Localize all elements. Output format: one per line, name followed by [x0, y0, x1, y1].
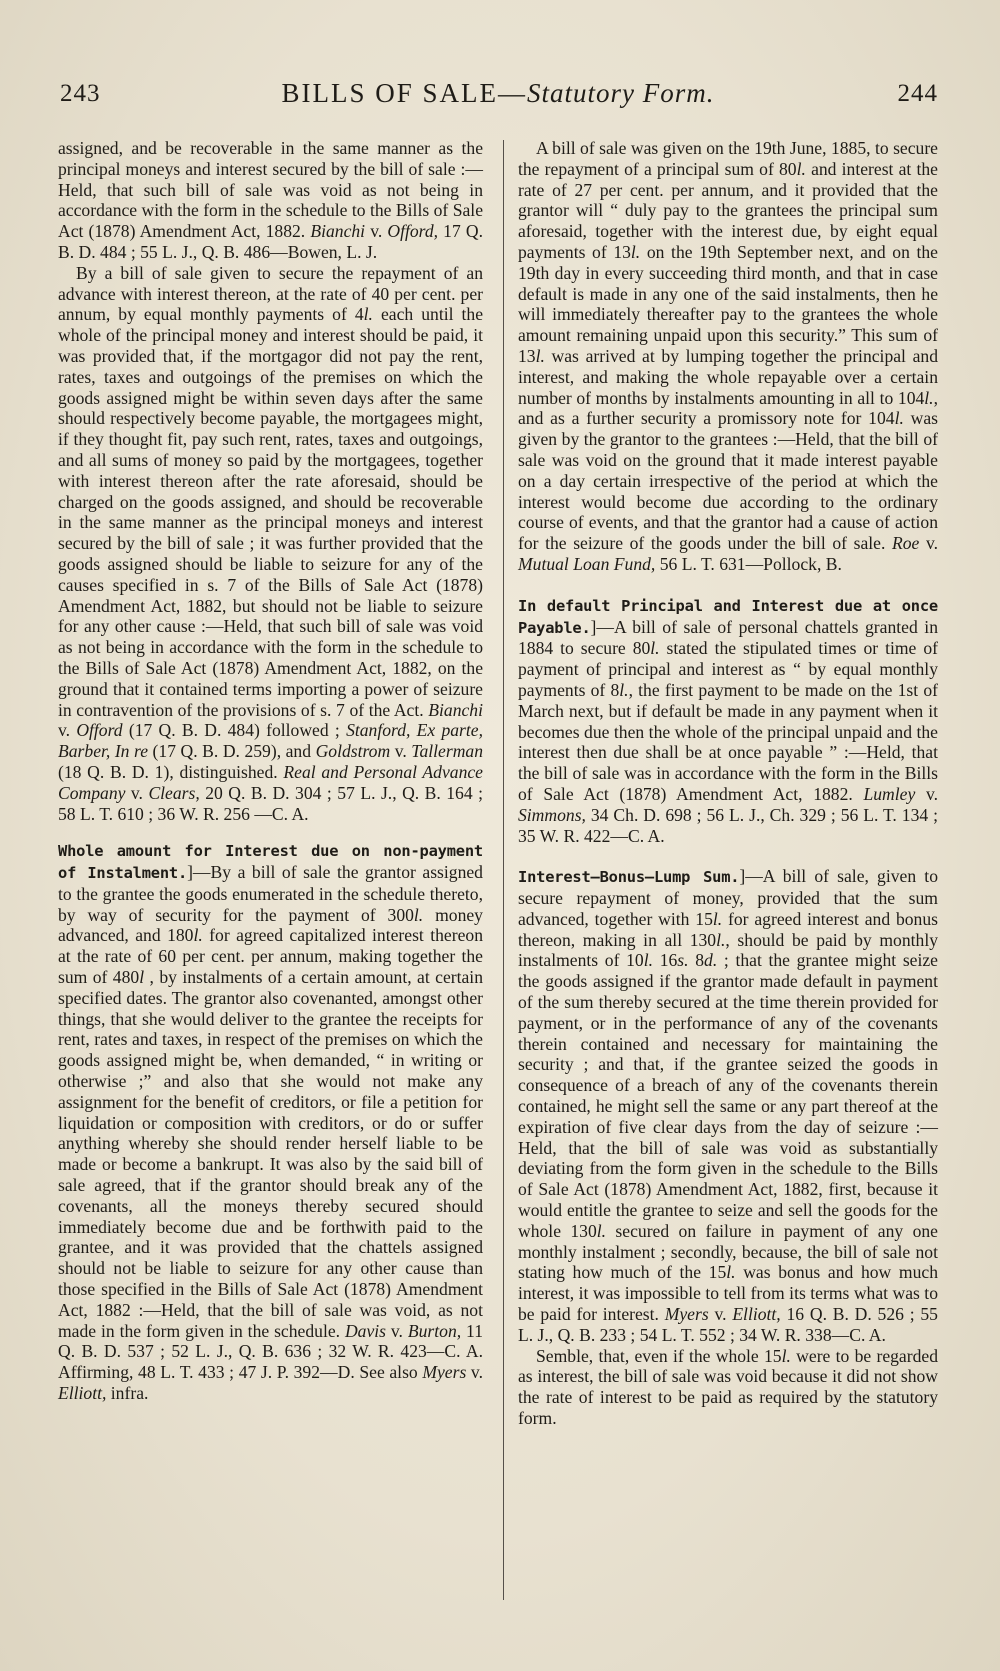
currency-mark: l.	[924, 387, 934, 408]
citation: 16 Q. B. D. 526 ; 55 L. J., Q. B. 233 ; 54 L. T. 552 ; 34 W. R. 338—C. A.	[518, 1304, 938, 1345]
case-name: Bianchi	[428, 699, 483, 720]
text-columns	[58, 138, 938, 1429]
citation: 17 Q. B. D. 484 ; 55 L. J., Q. B. 486—Bowen, L. J.	[58, 221, 483, 262]
paragraph-text: , by instalments of a certain amount, at certain specified dates. The grantor also covenanted, amongst other things, that she would deliver to the grantee the receipts for rent, rates and taxes, in respect of the premises on which the goods assigned might be, when demanded, “ in writing or otherwise ;” and also that she would not make any assignment for the benefit of creditors, or file a petition for liquidation or composition with creditors, or do or suffer anything whereby she should render herself liable to be made or become a bankrupt. It was also by the said bill of sale agreed, that if the grantor should break any of the covenants, all the moneys thereby secured should immediately become due and be forthwith paid to the grantee, and it was provided that the chattels assigned should not be liable to seizure for any other cause than those specified in the Bills of Sale Act (1878) Amendment Act, 1882 :—Held, that the bill of sale was void, as not made in the form given in the schedule.	[58, 967, 483, 1341]
versus: v.	[708, 1304, 733, 1325]
currency-mark: l.	[781, 1345, 791, 1366]
currency-mark: l.	[630, 241, 641, 262]
paragraph-text: By a bill of sale given to secure the repayment of an advance with interest thereon, at the rate of 40 per cent. per annum, by equal monthly payments of 4	[58, 262, 483, 325]
paragraph-text: ]—By a bill of sale the grantor assigned to the grantee the goods enumerated in the schedule thereto, by way of security for the payment of 300	[58, 862, 483, 925]
running-head	[58, 80, 938, 124]
case-name: Offord	[76, 720, 123, 741]
right-column	[518, 138, 938, 1429]
case-name: Elliott,	[58, 1383, 107, 1404]
currency-mark: l.	[726, 1262, 736, 1283]
currency-mark: d.	[704, 950, 718, 971]
currency-mark: l.	[413, 904, 424, 925]
paragraph-text: assigned, and be recoverable in the same manner as the principal moneys and interest secured by the bill of sale :—Held, that such bill of sale was void as not being in accordance with the form in the schedule to the Bills of Sale Act (1878) Amendment Act, 1882.	[58, 138, 483, 242]
case-name: Tallerman	[411, 741, 483, 762]
paragraph-text: each until the whole of the principal money and interest should be paid, it was provided that, if the mortgagor did not pay the rent, rates, taxes and outgoings of the premises on which the goods assigned might be within seven days after the same should respectively become payable, the mortgagees might, if they thought fit, pay such rent, rates, taxes and outgoings, and all sums of money so paid by the mortgagees, together with interest thereon after the rate aforesaid, should be charged on the goods assigned, and should be recoverable in the same manner as the principal moneys and interest secured by the bill of sale ; it was further provided that the goods assigned should be liable to seizure for any of the causes specified in s. 7 of the Bills of Sale Act (1878) Amendment Act, 1882, but should not be liable to seizure for any other cause :—Held, that such bill of sale was void as not being in accordance with the form in the schedule to the Bills of Sale Act (1878) Amendment Act, 1882, on the ground that it contained terms importing a power of seizure in contravention of the provisions of s. 7 of the Act.	[58, 304, 483, 720]
citation: 11 Q. B. D. 537 ; 52 L. J., Q. B. 636 ; 32 W. R. 423—C. A. Affirming, 48 L. T. 433 ; 47 J. P. 392—D. See also	[58, 1320, 484, 1383]
case-name: Offord,	[387, 221, 439, 242]
citation: 34 Ch. D. 698 ; 56 L. J., Ch. 329 ; 56 L. T. 134 ; 35 W. R. 422—C. A.	[518, 804, 938, 846]
paragraph-text: ]—A bill of sale, given to secure repayment of money, provided that the sum advanced, together with 15	[518, 866, 938, 929]
currency-mark: l.	[716, 929, 726, 950]
citation: 56 L. T. 631—Pollock, B.	[655, 553, 842, 574]
currency-mark: l.	[596, 1220, 607, 1241]
paragraph-roe-mutual-loan	[518, 138, 938, 575]
paragraph-text: , and as a further security a promissory note for 104	[518, 387, 938, 429]
versus: v.	[125, 782, 149, 803]
case-name: Davis	[344, 1320, 386, 1341]
versus: v.	[390, 741, 412, 762]
currency-mark: l.	[643, 950, 654, 971]
paragraph-real-personal-advance	[58, 263, 483, 825]
citation: 20 Q. B. D. 304 ; 57 L. J., Q. B. 164 ; 58 L. T. 610 ; 36 W. R. 256 —C. A.	[58, 782, 483, 824]
section-heading: Interest—Bonus—Lump Sum.	[518, 868, 740, 887]
citation: (17 Q. B. D. 484) followed ;	[122, 720, 347, 741]
paragraph-text: was bonus and how much interest, it was impossible to tell from its terms what was to be paid for interest.	[518, 1262, 938, 1325]
case-name: Burton,	[407, 1320, 462, 1341]
citation: (17 Q. B. D. 259), and	[148, 741, 316, 762]
paragraph-text: A bill of sale was given on the 19th June, 1885, to secure the repayment of a principal sum of 80	[518, 138, 938, 179]
citation: (18 Q. B. D. 1), distinguished.	[58, 761, 284, 782]
running-title	[58, 78, 938, 109]
currency-mark: l.	[193, 925, 203, 946]
currency-mark: l.	[796, 158, 806, 179]
currency-mark: l.	[535, 345, 545, 366]
paragraph-text: were to be regarded as interest, the bill of sale was void because it did not show the rate of interest to be paid as required by the statutory form.	[518, 1345, 938, 1429]
paragraph-text: for agreed capitalized interest thereon at the rate of 60 per cent. per annum, making together the sum of 480	[58, 925, 483, 988]
column-rule	[503, 140, 504, 1600]
paragraph-text: and interest at the rate of 27 per cent. per annum, and it provided that the grantor will “ duly pay to the grantees the principal sum aforesaid, together with the interest due, by eight equal payments of 13	[518, 158, 938, 262]
paragraph-text: stated the stipulated times or time of payment of principal and interest as “ by equal monthly payments of 8	[518, 638, 938, 700]
currency-mark: l.	[363, 304, 373, 325]
case-name: Mutual Loan Fund,	[518, 553, 656, 574]
case-name: Stanford, Ex parte, Barber, In re	[58, 720, 484, 762]
case-name: Elliott,	[732, 1304, 781, 1325]
case-name: Real and Personal Advance Company	[58, 761, 483, 803]
paragraph-text: , the first payment to be made on the 1st of March next, but if default be made in any payment when it becomes due then the whole of the principal unpaid and the interest then due shall be at once payable ” :—Held, that the bill of sale was in accordance with the form in the Bills of Sale Act (1878) Amendment Act, 1882.	[518, 679, 938, 804]
paragraph-text: was arrived at by lumping together the principal and interest, and making the whole repayable over a certain number of months by instalments amounting in all to 104	[518, 345, 938, 408]
running-title-italic: Statutory Form.	[527, 78, 715, 108]
versus: v.	[365, 221, 388, 242]
currency-mark: l	[139, 967, 145, 988]
left-column	[58, 138, 483, 1429]
currency-mark: s.	[677, 950, 689, 971]
paragraph-text: secured on failure in payment of any one monthly instalment ; secondly, because, the bill of sale not stating how much of the 15	[518, 1220, 938, 1283]
paragraph-text: Semble, that, even if the whole 15	[536, 1345, 782, 1366]
paragraph-text: on the 19th September next, and on the 19th day in every succeeding third month, and that in case default is made in any one of the said instalments, then he will immediately thereafter pay to the grantees the whole amount remaining unpaid upon this security.” This sum of 13	[518, 241, 938, 366]
currency-mark: l.	[712, 908, 723, 929]
paragraph-text: ]—A bill of sale of personal chattels granted in 1884 to secure 80	[518, 616, 938, 659]
case-name: Goldstrom	[315, 741, 391, 762]
case-name: Lumley	[863, 783, 916, 804]
versus: v.	[386, 1320, 408, 1341]
right-page-number: 244	[897, 80, 938, 107]
paragraph-text: for agreed interest and bonus thereon, making in all 130	[518, 908, 938, 950]
paragraph-davis-burton	[58, 840, 483, 1404]
currency-mark: l.	[619, 679, 629, 700]
versus: v.	[915, 783, 938, 804]
left-page-number: 243	[60, 80, 101, 107]
paragraph-text: was given by the grantor to the grantees :—Held, that the bill of sale was void on the ground that it made interest payable on a day certain irrespective of the period at which the interest would become due according to the ordinary course of events, and that the grantor had a cause of action for the seizure of the goods under the bill of sale.	[518, 408, 938, 554]
case-name: Roe	[891, 533, 920, 554]
section-heading: Whole amount for Interest due on non-payment of Instalment.	[58, 842, 483, 883]
paragraph-text: 16	[653, 950, 678, 971]
versus: v.	[466, 1362, 483, 1383]
versus: v.	[919, 533, 938, 554]
case-name: Clears,	[148, 782, 200, 803]
currency-mark: l.	[894, 408, 904, 429]
paragraph-lumley-simmons	[518, 595, 938, 847]
citation: infra.	[106, 1383, 149, 1404]
paragraph-semble	[518, 1346, 938, 1429]
paragraph-text: , should be paid by monthly instalments of 10	[518, 929, 939, 971]
paragraph-text: ; that the grantee might seize the goods assigned if the grantor made default in payment of the sum thereby secured at the time therein provided for payment, or in the performance of any of the covenants therein contained and necessary for maintaining the security ; and that, if the grantee seized the goods in consequence of a breach of any of the covenants therein contained, he might sell the same or any part thereof at the expiration of five clear days from the day of seizure :—Held, that the bill of sale was void as substantially deviating from the form given in the schedule to the Bills of Sale Act (1878) Amendment Act, 1882, first, because it would entitle the grantee to seize and sell the goods for the whole 130	[518, 950, 938, 1241]
paragraph-text: 8	[688, 950, 705, 971]
paragraph-myers-elliott	[518, 866, 938, 1345]
versus: v.	[58, 720, 77, 741]
currency-mark: l.	[650, 638, 660, 659]
case-name: Bianchi	[310, 221, 366, 242]
paragraph-bianchi-offord	[58, 138, 483, 263]
paragraph-text: money advanced, and 180	[58, 904, 483, 946]
case-name: Simmons,	[518, 804, 586, 825]
section-heading: In default Principal and Interest due at once Payable.	[518, 596, 938, 637]
case-name: Myers	[422, 1362, 467, 1383]
running-title-main: BILLS OF SALE—	[281, 78, 528, 108]
case-name: Myers	[664, 1304, 709, 1325]
